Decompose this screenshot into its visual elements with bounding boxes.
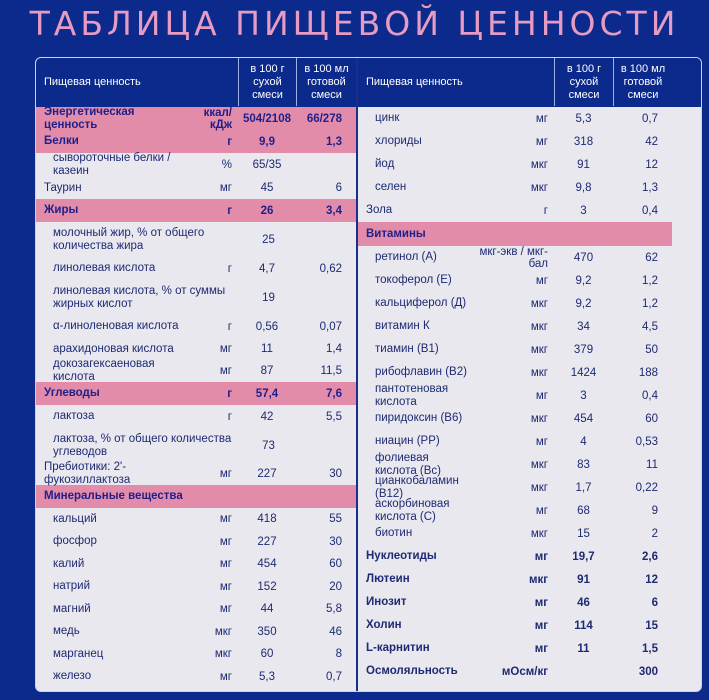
table-row [36, 199, 356, 222]
value-per-100g-dry: 9,2 [575, 297, 592, 310]
nutrient-name: Лютеин [366, 573, 410, 585]
table-row [358, 199, 672, 222]
header-name: Пищевая ценность [44, 76, 141, 88]
nutrient-name: ретинол (А) [375, 251, 437, 263]
unit: мкг [530, 181, 548, 194]
unit: мг [535, 274, 548, 287]
header-spacer [672, 58, 701, 106]
unit: мг [535, 389, 548, 402]
unit: мг [219, 343, 232, 355]
nutrient-name: молочный жир, % от общего количества жира [53, 226, 205, 252]
value-per-100g-dry: 350 [257, 625, 277, 638]
value-per-100g-dry: 454 [257, 558, 277, 571]
table-row [36, 531, 356, 554]
unit: мг [219, 468, 232, 480]
nutrient-name: железо [53, 670, 92, 683]
value-per-100g-dry: 1424 [570, 366, 597, 379]
table-row [358, 222, 672, 246]
table-row [358, 568, 672, 591]
value-per-100g-dry: 34 [577, 320, 590, 333]
value-per-100g-dry: 46 [577, 596, 590, 609]
value-per-100ml-ready: 46 [329, 625, 342, 638]
table-row [36, 107, 356, 130]
table-row [358, 545, 672, 568]
unit: мг [219, 365, 232, 377]
nutrient-name: Таурин [44, 181, 82, 194]
nutrient-name: L-карнитин [366, 642, 430, 654]
value-per-100ml-ready: 2 [651, 527, 658, 540]
value-per-100g-dry: 25 [262, 233, 275, 246]
unit: мг [534, 596, 548, 609]
table-row [36, 598, 356, 621]
nutrient-name: Зола [366, 204, 393, 216]
table-row [36, 508, 356, 531]
value-per-100ml-ready: 50 [645, 343, 658, 356]
table-row [358, 107, 672, 130]
value-per-100g-dry: 19 [262, 291, 275, 304]
nutrient-name: пантотеновая кислота [375, 382, 449, 408]
table-row [358, 153, 672, 176]
unit: мкг [530, 158, 548, 171]
value-per-100g-dry: 504/2108 [243, 112, 291, 125]
table-row [36, 428, 356, 463]
nutrient-name: натрий [53, 580, 91, 593]
right-table [358, 58, 701, 691]
nutrient-name: Пребиотики: 2'-фукозиллактоза [44, 461, 131, 486]
nutrient-name: ниацин (РР) [375, 435, 440, 447]
unit: мг [535, 435, 548, 448]
table-row [358, 269, 672, 292]
nutrient-name: фосфор [53, 535, 97, 548]
unit: мг [219, 182, 232, 194]
value-per-100ml-ready: 0,7 [642, 112, 658, 125]
table-row [358, 292, 672, 315]
value-per-100ml-ready: 188 [638, 366, 658, 379]
unit: г [227, 387, 232, 400]
value-per-100ml-ready: 1,2 [642, 297, 658, 310]
value-per-100g-dry: 418 [257, 513, 277, 526]
value-per-100g-dry: 114 [574, 619, 593, 632]
value-per-100g-dry: 15 [577, 527, 590, 540]
value-per-100g-dry: 60 [260, 648, 274, 661]
nutrient-name: марганец [53, 647, 104, 660]
header-ready [296, 58, 356, 106]
nutrient-name: докозагексаеновая кислота [53, 358, 155, 383]
nutrient-name: медь [53, 625, 80, 638]
table-row [358, 384, 672, 407]
unit: мкг [530, 458, 548, 471]
left-table-header [36, 58, 356, 107]
nutrient-name: Нуклеотиды [366, 550, 437, 562]
unit: мкг [530, 320, 548, 333]
table-row [358, 315, 672, 338]
nutrient-name: витамин К [375, 320, 430, 332]
value-per-100ml-ready: 5,8 [326, 603, 342, 616]
value-per-100ml-ready: 1,4 [326, 343, 342, 355]
table-row [36, 153, 356, 177]
value-per-100g-dry: 91 [577, 573, 590, 586]
table-row [36, 257, 356, 280]
value-per-100g-dry: 9,8 [575, 181, 592, 194]
value-per-100g-dry: 227 [257, 535, 277, 548]
value-per-100g-dry: 11 [577, 642, 590, 655]
value-per-100ml-ready: 6 [335, 182, 342, 194]
value-per-100g-dry: 45 [260, 182, 274, 194]
value-per-100g-dry: 470 [573, 251, 594, 264]
unit: мг [219, 513, 232, 526]
value-per-100ml-ready: 3,4 [326, 204, 342, 217]
header-dry-text: в 100 г сухой смеси [250, 62, 285, 101]
table-row [36, 576, 356, 599]
nutrient-name: Осмоляльность [366, 665, 458, 677]
nutrient-name: цианкобаламин (В12) [375, 474, 459, 500]
table-row [36, 130, 356, 153]
nutrient-name: пиридоксин (В6) [375, 412, 463, 424]
header-ready-text: в 100 мл готовой смеси [620, 62, 666, 101]
table-row [36, 177, 356, 199]
unit: мг [535, 504, 548, 517]
value-per-100ml-ready: 1,5 [642, 642, 658, 655]
value-per-100ml-ready: 5,5 [326, 410, 342, 423]
unit: мкг [214, 648, 232, 661]
value-per-100g-dry: 19,7 [572, 550, 595, 563]
table-row [36, 280, 356, 315]
value-per-100ml-ready: 4,5 [642, 320, 658, 333]
value-per-100g-dry: 4,7 [259, 262, 275, 275]
table-row [36, 360, 356, 382]
value-per-100g-dry: 152 [257, 580, 277, 593]
unit: мг [534, 619, 548, 632]
nutrient-name: Витамины [366, 227, 426, 240]
nutrient-name: калий [53, 557, 85, 570]
value-per-100g-dry: 227 [257, 468, 277, 480]
nutrition-table [35, 57, 702, 692]
nutrient-name: Минеральные вещества [44, 490, 183, 502]
nutrient-name: рибофлавин (В2) [375, 366, 467, 378]
value-per-100ml-ready: 7,6 [326, 387, 342, 400]
value-per-100ml-ready: 60 [645, 412, 658, 425]
value-per-100g-dry: 11 [261, 343, 273, 355]
nutrient-name: Инозит [366, 596, 407, 608]
table-row [36, 643, 356, 666]
nutrient-name: Энергетическая ценность [44, 105, 135, 131]
value-per-100g-dry: 65/35 [252, 159, 282, 171]
value-per-100ml-ready: 11,5 [320, 365, 342, 377]
value-per-100ml-ready: 42 [645, 135, 658, 148]
nutrient-name: цинк [375, 112, 400, 124]
table-row [358, 361, 672, 384]
table-row [358, 176, 672, 199]
value-per-100ml-ready: 60 [329, 558, 342, 571]
table-row [358, 614, 672, 637]
header-ready [613, 58, 672, 106]
unit: мкг [530, 527, 548, 540]
unit: г [227, 320, 232, 333]
header-name: Пищевая ценность [366, 76, 463, 88]
value-per-100g-dry: 9,2 [575, 274, 592, 287]
value-per-100ml-ready: 12 [645, 158, 658, 171]
unit: мг [535, 135, 548, 148]
nutrient-name: Углеводы [44, 387, 100, 399]
value-per-100ml-ready: 8 [335, 648, 342, 661]
unit: г [227, 135, 232, 148]
value-per-100ml-ready: 12 [645, 573, 658, 586]
nutrient-name: кальциферол (Д) [375, 297, 467, 309]
value-per-100g-dry: 3 [580, 204, 587, 217]
table-row [36, 553, 356, 576]
value-per-100g-dry: 5,3 [259, 670, 275, 683]
table-row [36, 666, 356, 689]
unit: ккал/кДж [203, 106, 232, 131]
value-per-100g-dry: 26 [260, 204, 274, 217]
table-row [36, 222, 356, 257]
value-per-100ml-ready: 0,22 [635, 481, 658, 494]
table-row [358, 499, 672, 522]
value-per-100g-dry: 5,3 [575, 112, 592, 125]
nutrient-name: йод [375, 158, 395, 170]
value-per-100ml-ready: 62 [645, 251, 658, 264]
value-per-100ml-ready: 9 [651, 504, 658, 517]
value-per-100g-dry: 318 [573, 135, 594, 148]
table-row [358, 246, 672, 269]
unit: мкг [530, 481, 548, 494]
value-per-100ml-ready: 0,07 [319, 320, 342, 333]
nutrient-name: селен [375, 181, 407, 193]
right-rows [358, 107, 701, 683]
unit: мг [219, 535, 232, 548]
right-table-header [358, 58, 701, 107]
value-per-100ml-ready: 0,4 [642, 389, 658, 402]
table-row [36, 405, 356, 428]
nutrient-name: арахидоновая кислота [53, 342, 174, 355]
nutrient-name: Белки [44, 135, 79, 147]
table-row [36, 315, 356, 338]
unit: мг [219, 558, 232, 571]
nutrient-name: биотин [375, 527, 413, 539]
nutrient-name: α-линоленовая кислота [53, 320, 179, 332]
unit: мкг [530, 343, 548, 356]
value-per-100ml-ready: 0,62 [319, 262, 342, 275]
value-per-100g-dry: 42 [260, 410, 274, 423]
nutrient-name: кальций [53, 512, 97, 525]
value-per-100g-dry: 3 [580, 389, 587, 402]
value-per-100g-dry: 9,9 [259, 135, 275, 148]
unit: мкг [528, 573, 548, 586]
value-per-100ml-ready: 30 [329, 535, 342, 548]
unit: мОсм/кг [501, 665, 548, 678]
nutrient-name: хлориды [375, 135, 422, 147]
value-per-100g-dry: 68 [577, 504, 590, 517]
value-per-100g-dry: 4 [580, 435, 587, 448]
left-rows [36, 107, 356, 688]
value-per-100ml-ready: 1,3 [326, 135, 342, 148]
value-per-100ml-ready: 0,53 [635, 435, 658, 448]
table-row [358, 407, 672, 430]
value-per-100g-dry: 0,56 [255, 320, 279, 333]
value-per-100ml-ready: 20 [329, 580, 342, 593]
unit: мг [219, 580, 232, 593]
value-per-100ml-ready: 0,4 [642, 204, 658, 217]
table-row [36, 463, 356, 485]
table-row [358, 591, 672, 614]
table-row [358, 338, 672, 361]
unit: г [227, 262, 232, 275]
table-row [358, 660, 672, 683]
left-table [36, 58, 358, 691]
table-row [358, 476, 672, 499]
value-per-100g-dry: 44 [260, 603, 274, 616]
unit: мкг [530, 366, 548, 379]
table-row [358, 130, 672, 153]
value-per-100g-dry: 1,7 [575, 481, 592, 494]
value-per-100ml-ready: 55 [329, 513, 342, 526]
table-row [36, 621, 356, 644]
table-row [358, 453, 672, 476]
nutrient-name: фолиевая кислота (Вс) [375, 451, 441, 477]
value-per-100g-dry: 454 [573, 412, 594, 425]
unit: мг [534, 642, 548, 655]
table-row [36, 338, 356, 360]
value-per-100g-dry: 91 [577, 158, 590, 171]
value-per-100ml-ready: 30 [329, 468, 342, 480]
table-row [358, 637, 672, 660]
nutrient-name: магний [53, 602, 91, 615]
value-per-100g-dry: 87 [260, 365, 274, 377]
value-per-100ml-ready: 15 [645, 619, 658, 632]
value-per-100ml-ready: 11 [646, 458, 658, 471]
table-row [358, 430, 672, 453]
value-per-100ml-ready: 2,6 [642, 550, 658, 563]
unit: мкг [530, 412, 548, 425]
table-row [36, 485, 356, 508]
unit: мг [219, 670, 232, 683]
unit: % [221, 159, 232, 171]
nutrient-name: лактоза, % от общего количества углеводов [53, 432, 232, 458]
header-dry [238, 58, 296, 106]
header-ready-text: в 100 мл готовой смеси [304, 62, 349, 101]
value-per-100ml-ready: 6 [651, 596, 658, 609]
table-row [36, 382, 356, 405]
unit: мкг [530, 297, 548, 310]
value-per-100ml-ready: 0,7 [326, 670, 342, 683]
value-per-100ml-ready: 1,2 [642, 274, 658, 287]
value-per-100g-dry: 57,4 [255, 387, 279, 400]
value-per-100g-dry: 379 [573, 343, 594, 356]
value-per-100ml-ready: 300 [638, 665, 658, 678]
unit: г [227, 410, 232, 423]
nutrient-name: лактоза [53, 410, 95, 422]
unit: мг [534, 550, 548, 563]
nutrient-name: токоферол (Е) [375, 274, 452, 286]
nutrient-name: Холин [366, 619, 402, 631]
header-dry-text: в 100 г сухой смеси [566, 62, 602, 101]
header-dry [554, 58, 613, 106]
value-per-100g-dry: 83 [577, 458, 590, 471]
unit: г [227, 204, 232, 217]
table-row [358, 522, 672, 545]
nutrient-name: аскорбиновая кислота (С) [375, 497, 450, 523]
unit: мг [535, 112, 548, 125]
value-per-100g-dry: 73 [262, 439, 275, 452]
unit: мкг [214, 625, 232, 638]
nutrient-name: Жиры [44, 204, 79, 216]
unit: мкг-экв / мкг-бал [479, 245, 548, 270]
nutrient-name: линолевая кислота, % от суммы жирных кислот [53, 284, 226, 310]
unit: мг [219, 603, 232, 616]
page-title: ТАБЛИЦА ПИЩЕВОЙ ЦЕННОСТИ [29, 4, 680, 43]
unit: г [543, 204, 548, 217]
nutrient-name: линолевая кислота [53, 262, 156, 274]
nutrient-name: сывороточные белки / казеин [53, 152, 171, 177]
value-per-100ml-ready: 1,3 [642, 181, 658, 194]
nutrient-name: тиамин (В1) [375, 343, 439, 355]
value-per-100ml-ready: 66/278 [306, 112, 342, 125]
